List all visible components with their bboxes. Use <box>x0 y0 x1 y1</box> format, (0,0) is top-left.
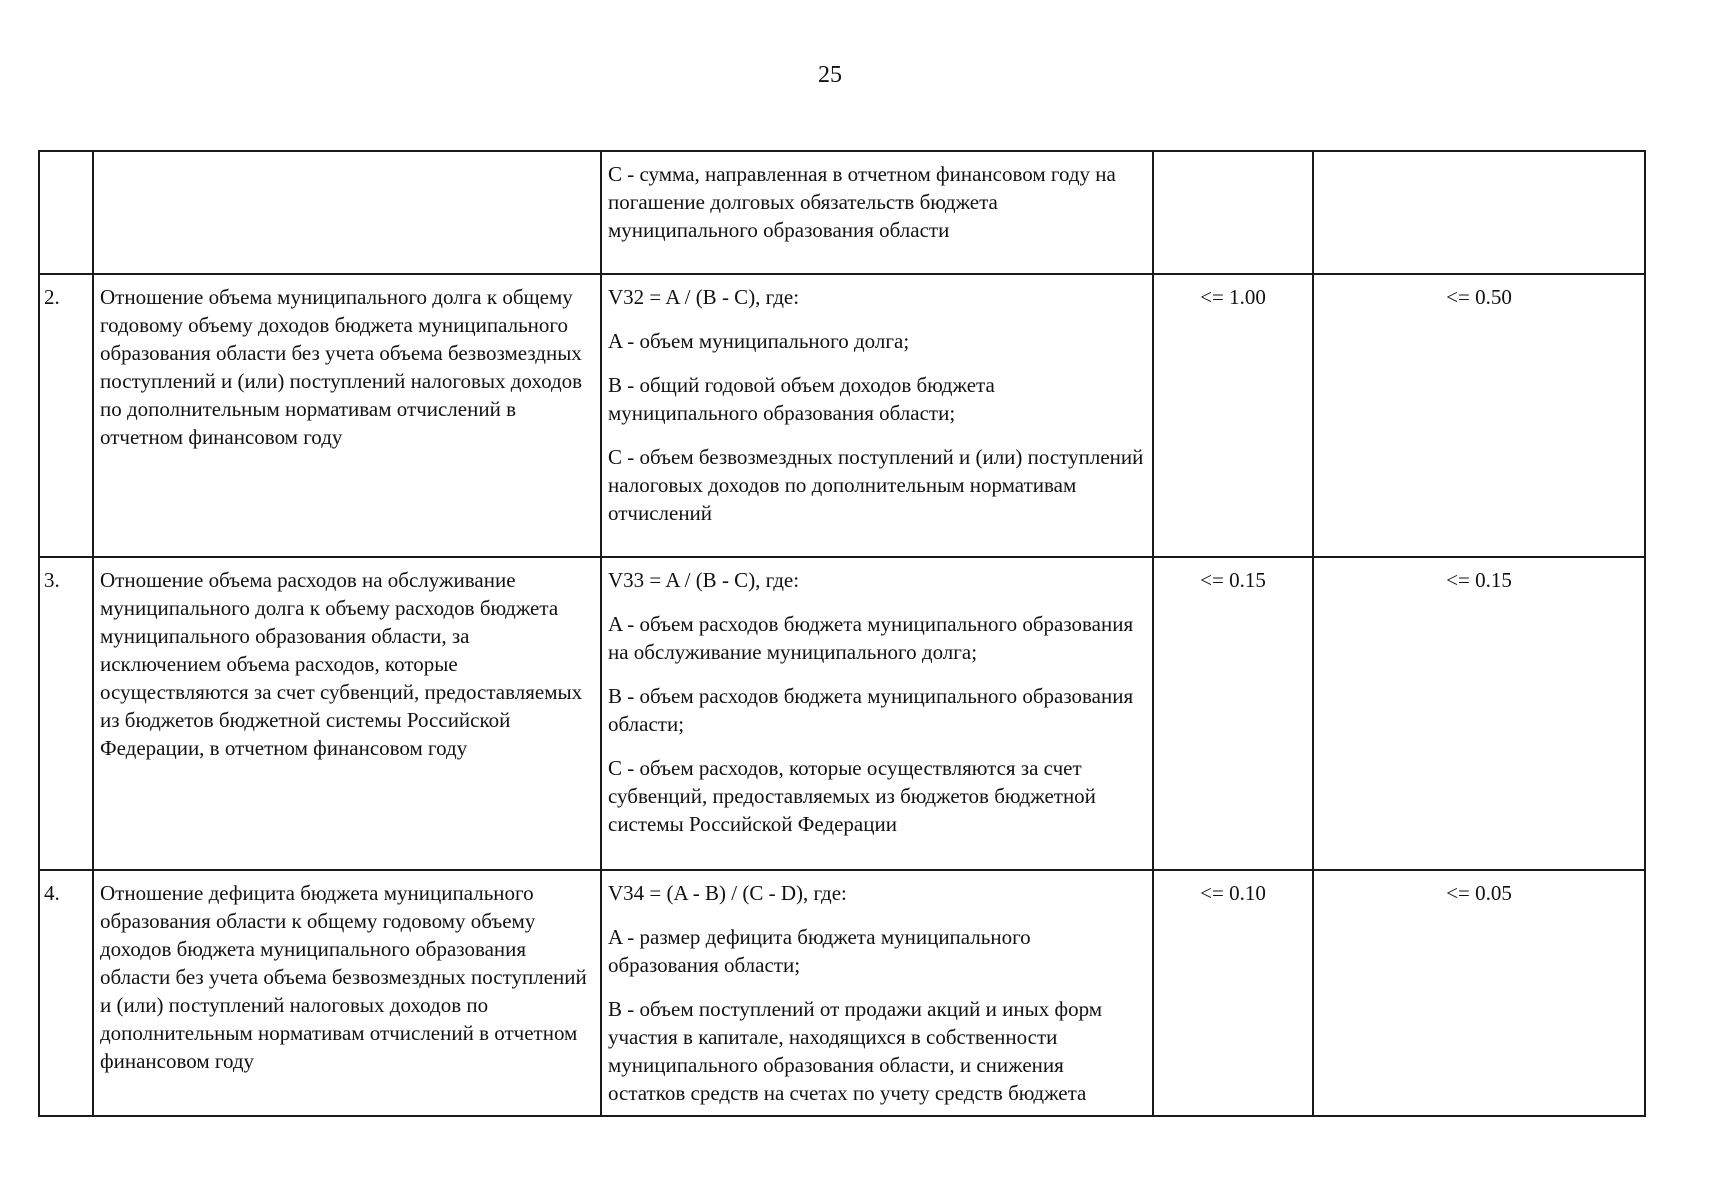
table-row <box>39 557 1645 870</box>
formula-line: B - объем расходов бюджета муниципального образования области; <box>608 684 1134 736</box>
threshold-value-1: <= 0.15 <box>1153 557 1313 870</box>
formula-line: V34 = (A - B) / (C - D), где: <box>608 881 847 905</box>
formula-line: V33 = A / (B - C), где: <box>608 568 800 592</box>
threshold-value-1: <= 1.00 <box>1153 274 1313 557</box>
formula-line: B - общий годовой объем доходов бюджета муниципального образования области; <box>608 373 995 425</box>
threshold-cell-2 <box>1313 151 1645 274</box>
formula-line: C - объем расходов, которые осуществляются за счет субвенций, предоставляемых из бюджетов бюджетной системы Российской Федерации <box>608 756 1096 836</box>
threshold-cell-1 <box>1153 151 1313 274</box>
table-row <box>39 870 1645 1116</box>
formula-line: С - сумма, направленная в отчетном финансовом году на погашение долговых обязательств бюджета муниципального образования области <box>608 162 1116 242</box>
threshold-value-2: <= 0.15 <box>1313 557 1645 870</box>
formula-line: C - объем безвозмездных поступлений и (или) поступлений налоговых доходов по дополнительным нормативам отчислений <box>608 445 1144 525</box>
indicators-table <box>38 150 1646 1117</box>
formula-line: V32 = A / (B - C), где: <box>608 285 800 309</box>
row-number: 4. <box>39 870 93 1116</box>
row-description: Отношение дефицита бюджета муниципального образования области к общему годовому объему доходов бюджета муниципального образования области без учета объема безвозмездных поступлений и (или) поступлений налоговых доходов по дополнительным нормативам отчислений в отчетном финансовом году <box>93 870 601 1116</box>
formula-line: A - размер дефицита бюджета муниципального образования области; <box>608 925 1031 977</box>
formula-line: B - объем поступлений от продажи акций и иных форм участия в капитале, находящихся в собственности муниципального образования области, и снижения остатков средств на счетах по учету средств бюджета <box>608 997 1103 1105</box>
formula-cell <box>601 151 1153 274</box>
formula-line: A - объем расходов бюджета муниципального образования на обслуживание муниципального долга; <box>608 612 1134 664</box>
row-description: Отношение объема расходов на обслуживание муниципального долга к объему расходов бюджета муниципального образования области, за исключением объема расходов, которые осуществляются за счет субвенций, предоставляемых из бюджетов бюджетной системы Российской Федерации, в отчетном финансовом году <box>93 557 601 870</box>
threshold-value-2: <= 0.50 <box>1313 274 1645 557</box>
threshold-value-2: <= 0.05 <box>1313 870 1645 1116</box>
formula-cell <box>601 274 1153 557</box>
formula-cell <box>601 557 1153 870</box>
formula-line: A - объем муниципального долга; <box>608 329 910 353</box>
row-number: 2. <box>39 274 93 557</box>
description-cell <box>93 151 601 274</box>
threshold-value-1: <= 0.10 <box>1153 870 1313 1116</box>
row-number-cell <box>39 151 93 274</box>
table-row <box>39 151 1645 274</box>
row-number: 3. <box>39 557 93 870</box>
formula-cell <box>601 870 1153 1116</box>
table-row <box>39 274 1645 557</box>
row-description: Отношение объема муниципального долга к общему годовому объему доходов бюджета муниципального образования области без учета объема безвозмездных поступлений и (или) поступлений налоговых доходов по дополнительным нормативам отчислений в отчетном финансовом году <box>93 274 601 557</box>
page-number: 25 <box>818 62 842 88</box>
